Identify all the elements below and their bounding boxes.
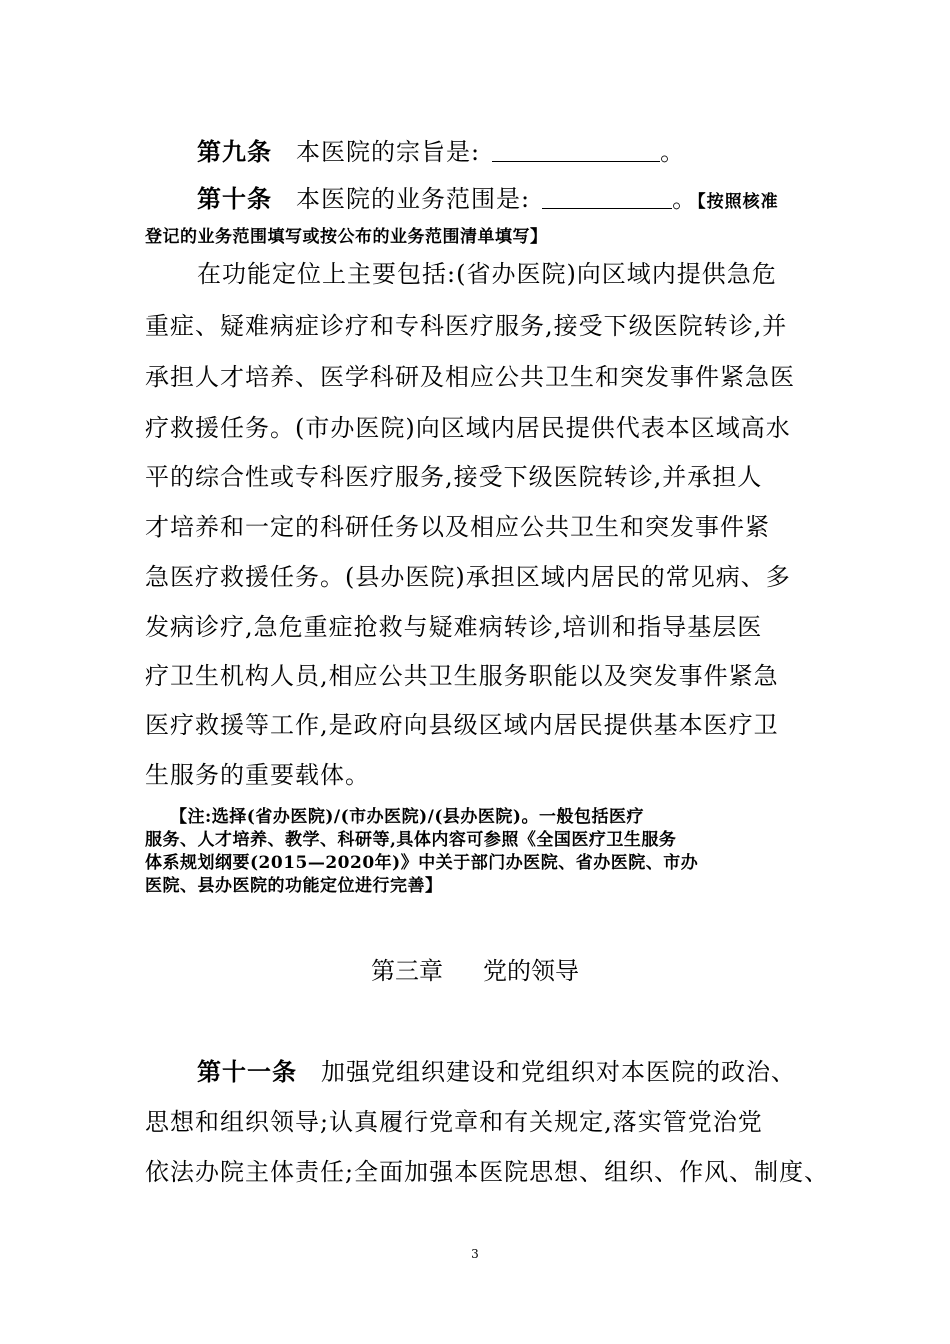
body-line-1: 在功能定位上主要包括:(省办医院)向区域内提供急危 (197, 260, 777, 288)
article-11-label: 第十一条 (197, 1058, 297, 1086)
chapter-heading (0, 956, 950, 986)
body-line-9: 疗卫生机构人员,相应公共卫生服务职能以及突发事件紧急 (145, 662, 779, 690)
note-line-4: 医院、县办医院的功能定位进行完善】 (145, 876, 443, 896)
article-10-blank (542, 186, 672, 209)
body-line-8: 发病诊疗,急危重症抢救与疑难病转诊,培训和指导基层医 (145, 613, 763, 641)
chapter-title: 党的领导 (483, 957, 579, 985)
article-10-note-start: 【按照核准 (697, 192, 779, 212)
article-11-line-2: 思想和组织领导;认真履行党章和有关规定,落实管党治党 (145, 1108, 763, 1136)
body-line-2: 重症、疑难病症诊疗和专科医疗服务,接受下级医院转诊,并 (145, 312, 788, 340)
note-line-2: 服务、人才培养、教学、科研等,具体内容可参照《全国医疗卫生服务 (145, 830, 677, 850)
article-9-text: 本医院的宗旨是: (296, 138, 481, 166)
body-line-7: 急医疗救援任务。(县办医院)承担区域内居民的常见病、多 (145, 563, 791, 591)
body-line-11: 生服务的重要载体。 (145, 761, 370, 789)
article-10-text: 本医院的业务范围是: (296, 185, 531, 213)
article-10-label: 第十条 (197, 185, 272, 213)
body-line-5: 平的综合性或专科医疗服务,接受下级医院转诊,并承担人 (145, 463, 763, 491)
article-11-line-3: 依法办院主体责任;全面加强本医院思想、组织、作风、制度、 (145, 1158, 830, 1186)
article-9-end: 。 (660, 138, 686, 166)
note-line-1: 【注:选择(省办医院)/(市办医院)/(县办医院)。一般包括医疗 (170, 807, 644, 827)
body-line-3: 承担人才培养、医学科研及相应公共卫生和突发事件紧急医 (145, 363, 795, 391)
article-9-label: 第九条 (197, 138, 272, 166)
article-10-end: 。 (672, 185, 698, 213)
body-line-4: 疗救援任务。(市办医院)向区域内居民提供代表本区域高水 (145, 414, 791, 442)
article-9-blank (492, 139, 660, 162)
note-line-3: 体系规划纲要(2015—2020年)》中关于部门办医院、省办医院、市办 (145, 853, 699, 873)
article-9 (145, 137, 805, 167)
body-line-6: 才培养和一定的科研任务以及相应公共卫生和突发事件紧 (145, 513, 770, 541)
article-11-line-1: 加强党组织建设和党组织对本医院的政治、 (321, 1058, 796, 1086)
article-10-note-line: 登记的业务范围填写或按公布的业务范围清单填写】 (145, 227, 548, 247)
article-11 (145, 1057, 805, 1087)
page-number: 3 (471, 1247, 479, 1261)
chapter-number: 第三章 (371, 957, 443, 985)
article-10 (145, 184, 805, 217)
body-line-10: 医疗救援等工作,是政府向县级区域内居民提供基本医疗卫 (145, 711, 779, 739)
